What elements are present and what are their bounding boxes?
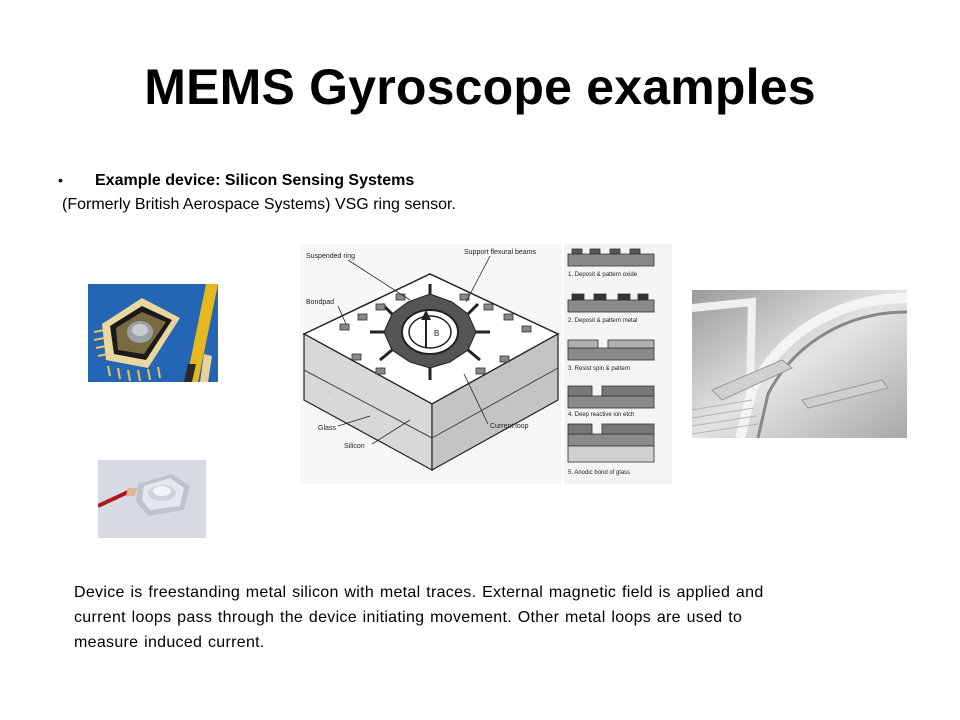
bullet-subtext: (Formerly British Aerospace Systems) VSG ring sensor. xyxy=(62,196,456,213)
process-step-3: 3. Resist spin & pattern xyxy=(568,366,631,372)
process-step-5: 5. Anodic bond of glass xyxy=(568,470,631,476)
bullet-marker: • xyxy=(58,172,63,188)
sem-micrograph xyxy=(692,290,907,438)
current-loop-label: Current loop xyxy=(490,423,529,430)
slide-title: MEMS Gyroscope examples xyxy=(144,59,816,115)
description-line: current loops pass through the device initiating movement. Other metal loops are used to xyxy=(74,609,743,626)
description-line: Device is freestanding metal silicon with metal traces. External magnetic field is applied and xyxy=(74,584,764,601)
sensor-with-pencil-photo xyxy=(98,460,206,538)
glass-label: Glass xyxy=(318,425,336,432)
ring-gyroscope-schematic xyxy=(300,244,562,484)
silicon-label: Silicon xyxy=(344,443,365,450)
process-step-1: 1. Deposit & pattern oxide xyxy=(568,272,638,278)
suspended-ring-label: Suspended ring xyxy=(306,253,356,260)
bullet-text: Example device: Silicon Sensing Systems xyxy=(95,172,415,189)
process-step-2: 2. Deposit & pattern metal xyxy=(568,318,638,324)
field-label: B xyxy=(434,329,440,338)
support-beams-label: Support flexural beams xyxy=(464,249,536,256)
bondpad-label: Bondpad xyxy=(306,299,335,306)
description-paragraph xyxy=(74,580,874,655)
description-line: measure induced current. xyxy=(74,634,265,651)
process-step-4: 4. Deep reactive ion etch xyxy=(568,412,635,418)
packaged-chip-photo xyxy=(88,284,218,382)
fabrication-process-steps xyxy=(564,244,672,484)
